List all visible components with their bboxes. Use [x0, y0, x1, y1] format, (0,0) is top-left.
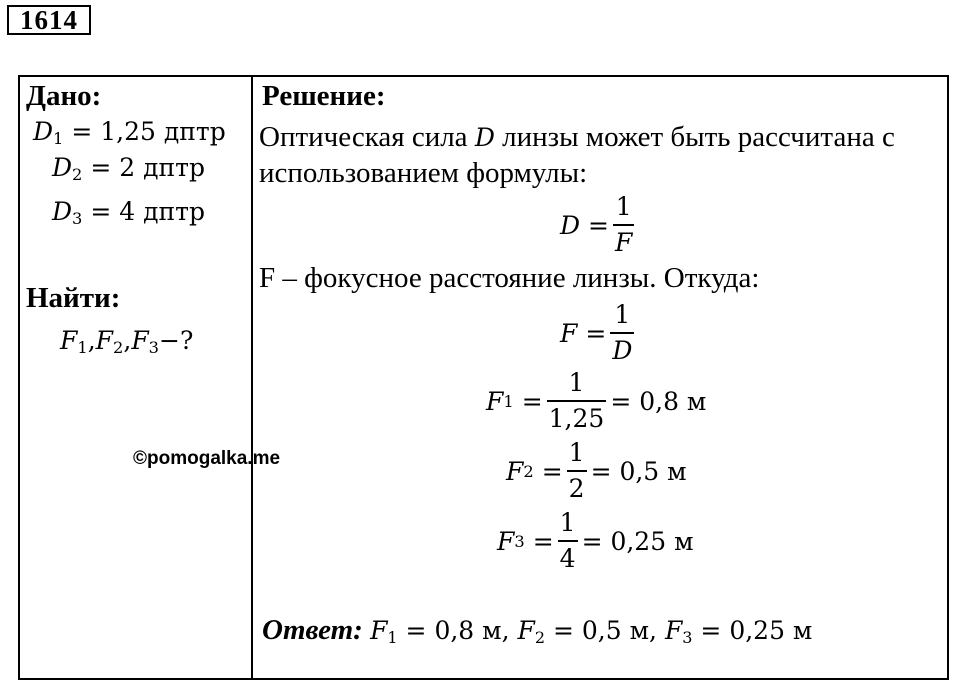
- given-d2: [52, 152, 205, 191]
- calc3-fraction: [558, 508, 578, 574]
- calc-f2: [506, 438, 687, 504]
- answer-label: Ответ:: [262, 614, 363, 646]
- find-tail: −?: [159, 326, 194, 355]
- calc-f1: [486, 368, 706, 434]
- calc1-result: = 0,8 м: [610, 386, 707, 416]
- answer-f3-sub: 3: [682, 628, 693, 647]
- line1-part-b: линзы может быть рассчитана с: [494, 121, 895, 153]
- calc1-denominator: 1,25: [547, 400, 607, 434]
- formula-f: [560, 300, 638, 366]
- given-heading: Дано:: [26, 80, 102, 112]
- calc3-lhs: F: [497, 526, 515, 556]
- calc1-sub: 1: [503, 391, 514, 411]
- formula2-numerator: 1: [614, 300, 631, 329]
- find-f3-sub: 3: [148, 338, 160, 358]
- answer-f2-value: = 0,5 м,: [545, 616, 665, 645]
- formula2-fraction: [610, 300, 634, 366]
- find-f2: F: [95, 326, 114, 355]
- answer-f1: F: [370, 616, 388, 645]
- d3-sub: 3: [72, 209, 83, 229]
- formula2-denominator: D: [610, 332, 634, 366]
- formula1-numerator: 1: [615, 192, 632, 221]
- formula1-fraction: [613, 192, 634, 258]
- answer-f1-value: = 0,8 м,: [397, 616, 518, 645]
- watermark: ©pomogalka.me: [133, 448, 281, 469]
- calc2-numerator: 1: [568, 438, 585, 467]
- formula1-denominator: F: [613, 224, 634, 258]
- formula1-lhs: D: [560, 210, 581, 240]
- find-f1: F: [60, 326, 78, 355]
- line1-part-a: Оптическая сила: [259, 121, 475, 153]
- column-divider: [251, 77, 253, 678]
- calc2-result: = 0,5 м: [590, 456, 687, 486]
- formula2-lhs: F: [560, 318, 578, 348]
- solution-line-3: F – фокусное расстояние линзы. Откуда:: [259, 262, 760, 294]
- calc3-result: = 0,25 м: [581, 526, 694, 556]
- calc2-equals: =: [541, 456, 563, 486]
- answer-f3: F: [664, 616, 683, 645]
- calc3-numerator: 1: [559, 508, 576, 537]
- find-expression: $F_1,F_2,F_3-$?: [60, 326, 194, 358]
- d2-sub: 2: [72, 165, 83, 185]
- answer-f3-value: = 0,25 м: [692, 616, 813, 645]
- find-f1-sub: 1: [77, 338, 88, 358]
- answer-f1-sub: 1: [387, 628, 398, 647]
- solution-heading: Решение:: [262, 80, 386, 112]
- calc3-denominator: 4: [558, 540, 578, 574]
- given-d1: [33, 116, 226, 155]
- answer-line: [262, 614, 812, 647]
- solution-line-1: [259, 121, 895, 154]
- d2-symbol: D: [52, 153, 73, 182]
- solution-line-2: использованием формулы:: [259, 157, 588, 189]
- find-f3: F: [131, 326, 149, 355]
- d3-symbol: D: [52, 197, 73, 226]
- calc1-lhs: F: [486, 386, 504, 416]
- given-d3: [52, 196, 205, 235]
- find-heading: Найти:: [26, 282, 121, 314]
- calc1-fraction: [547, 368, 607, 434]
- calc-f3: [497, 508, 694, 574]
- d1-sub: 1: [53, 129, 64, 149]
- calc3-sub: 3: [514, 531, 525, 551]
- calc1-equals: =: [521, 386, 543, 416]
- d3-value: = 4 дптр: [82, 197, 205, 226]
- problem-number: 1614: [7, 5, 91, 35]
- formula2-equals: =: [585, 318, 607, 348]
- calc2-fraction: [567, 438, 587, 504]
- d2-value: = 2 дптр: [82, 153, 205, 182]
- calc2-denominator: 2: [567, 470, 587, 504]
- formula1-equals: =: [588, 210, 609, 240]
- d1-symbol: D: [33, 117, 54, 146]
- d1-value: = 1,25 дптр: [63, 117, 226, 146]
- answer-f2: F: [517, 616, 535, 645]
- calc2-lhs: F: [506, 456, 524, 486]
- calc3-equals: =: [532, 526, 554, 556]
- line1-variable: D: [474, 123, 495, 152]
- calc1-numerator: 1: [568, 368, 585, 397]
- formula-d: [560, 192, 638, 258]
- find-f2-sub: 2: [113, 338, 124, 358]
- answer-f2-sub: 2: [534, 628, 546, 647]
- calc2-sub: 2: [523, 461, 534, 481]
